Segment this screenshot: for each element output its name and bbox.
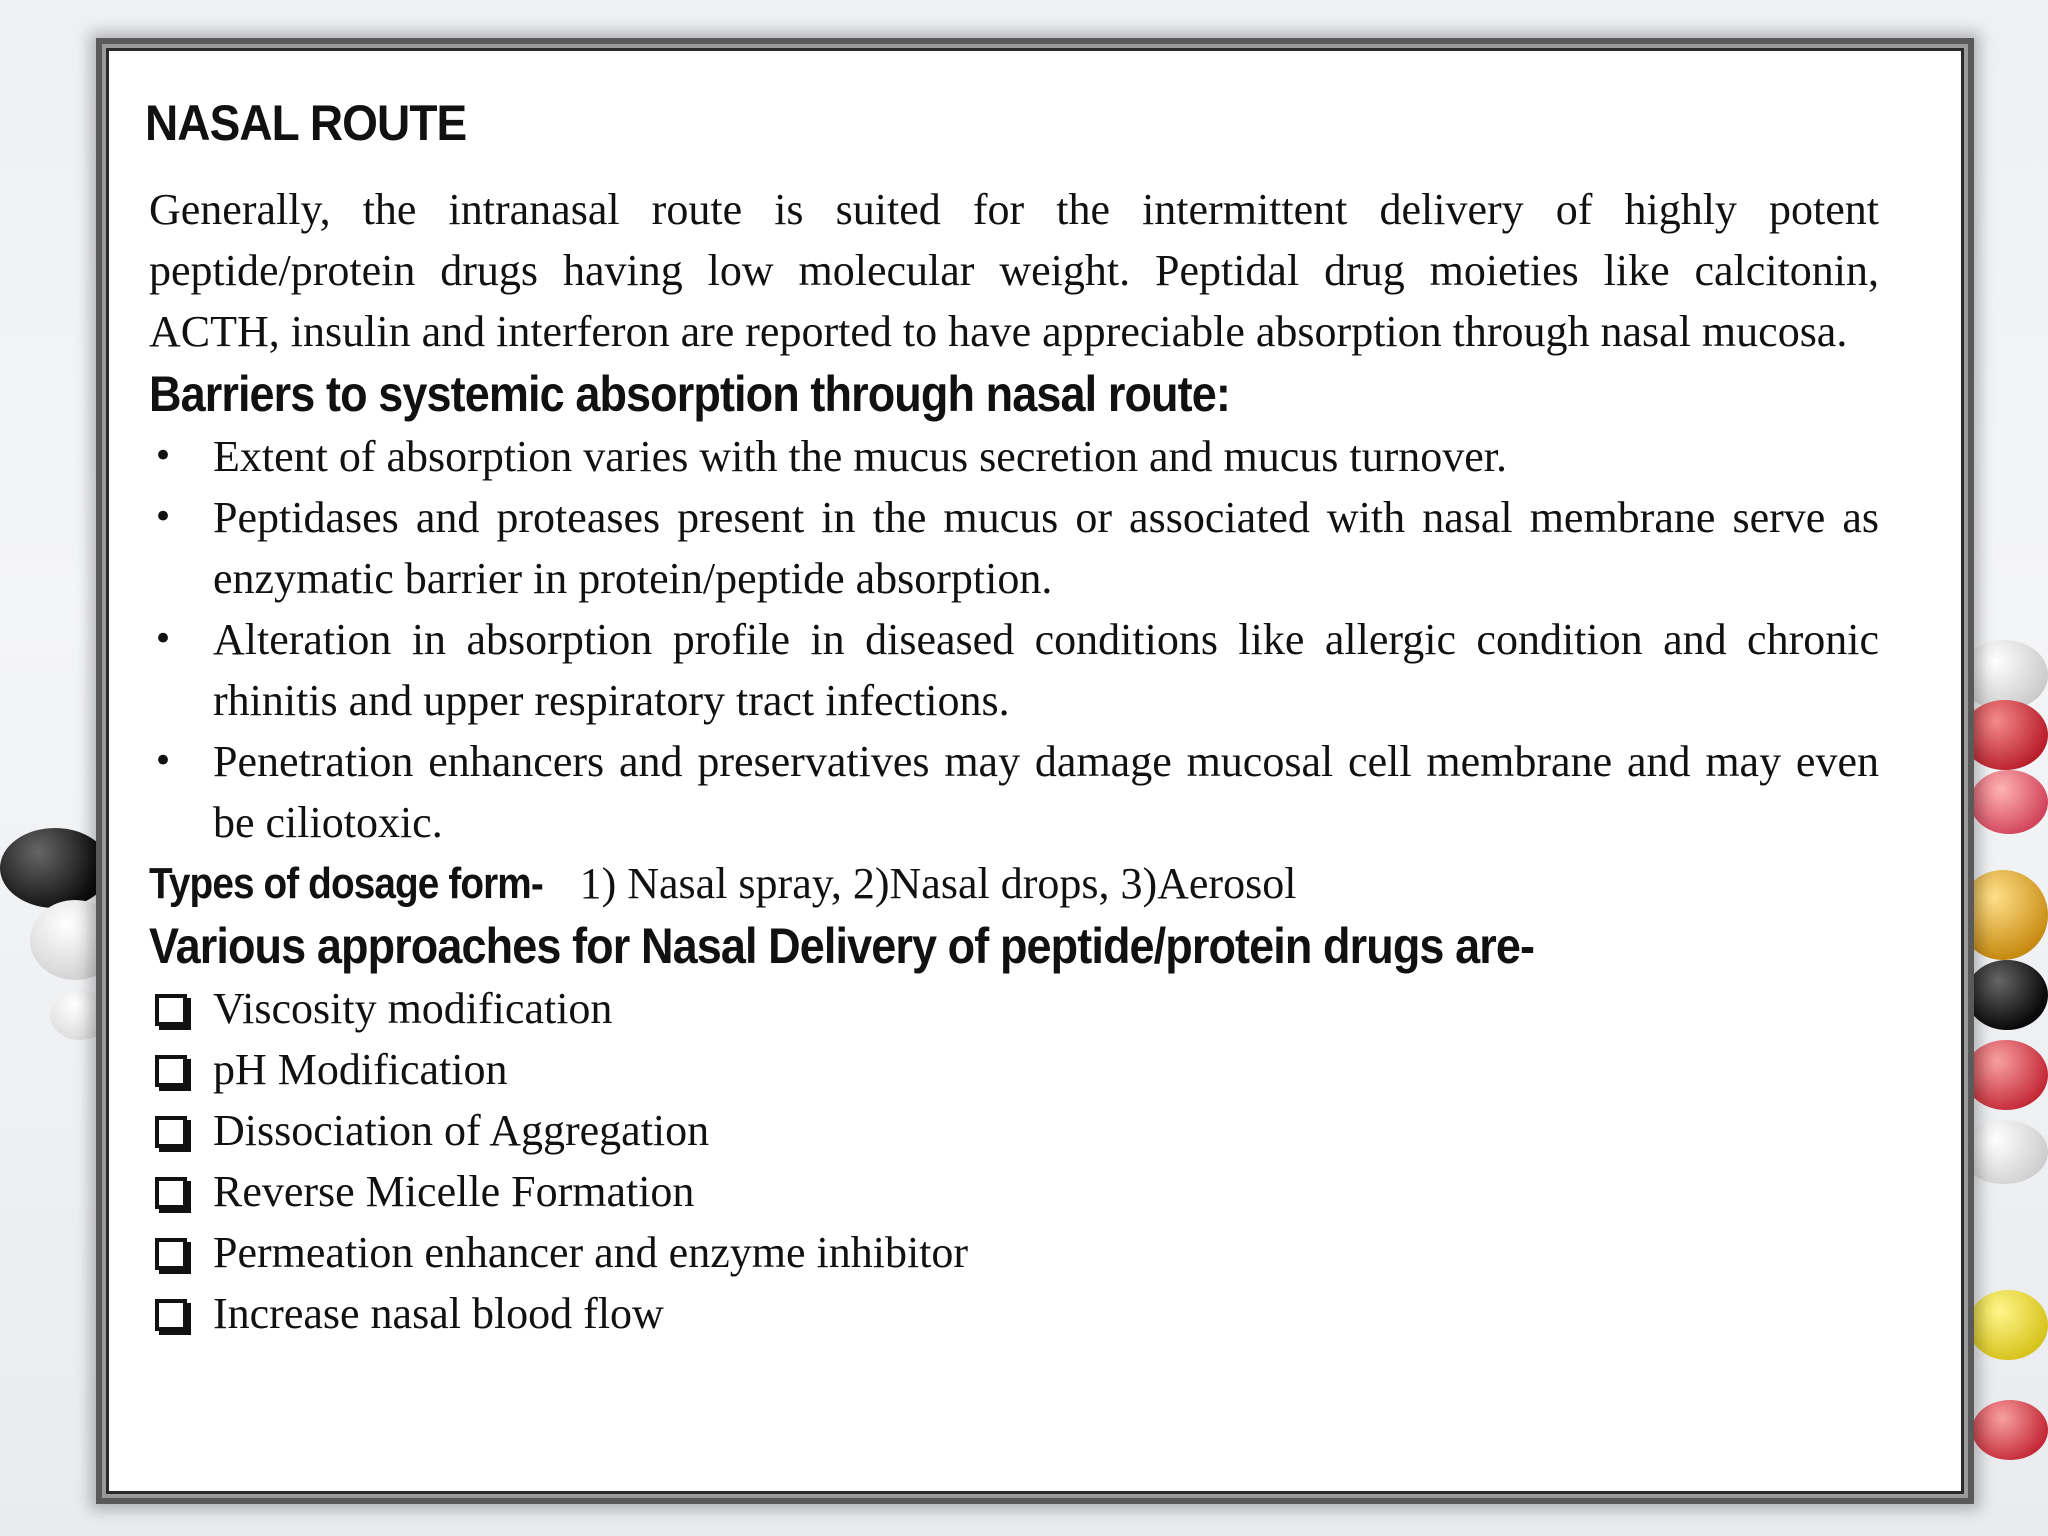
dosage-forms-line <box>149 853 1879 914</box>
list-item <box>149 487 1879 609</box>
pill-red <box>1972 1400 2048 1460</box>
pill-red <box>1962 700 2048 770</box>
bullet-icon: • <box>153 497 174 537</box>
checkbox-square-icon <box>155 1299 187 1331</box>
list-item-text: Permeation enhancer and enzyme inhibitor <box>213 1228 969 1277</box>
slide-title: NASAL ROUTE <box>145 95 467 151</box>
dosage-forms-label: Types of dosage form- <box>149 859 543 908</box>
pill-red <box>1964 1040 2048 1110</box>
barriers-list <box>149 426 1879 853</box>
bullet-icon: • <box>153 619 174 659</box>
checkbox-square-icon <box>155 1177 187 1209</box>
checkbox-square-icon <box>155 1116 187 1148</box>
list-item <box>149 426 1879 487</box>
list-item-text: Penetration enhancers and preservatives may damage mucosal cell membrane and may even be ciliotoxic. <box>213 737 1879 847</box>
pill-black <box>1966 960 2048 1030</box>
pill-pink <box>1970 770 2048 834</box>
slide-panel <box>106 48 1964 1494</box>
dosage-forms-text: 1) Nasal spray, 2)Nasal drops, 3)Aerosol <box>568 859 1297 908</box>
slide-frame-border <box>102 44 1968 1498</box>
list-item <box>149 1161 1879 1222</box>
list-item <box>149 1100 1879 1161</box>
list-item-text: Dissociation of Aggregation <box>213 1106 710 1155</box>
list-item-text: Peptidases and proteases present in the mucus or associated with nasal membrane serve as enzymatic barrier in protein/peptide absorption. <box>213 493 1879 603</box>
list-item-text: Increase nasal blood flow <box>213 1289 664 1338</box>
pill-black <box>0 828 110 908</box>
list-item <box>149 978 1879 1039</box>
checkbox-square-icon <box>155 1238 187 1270</box>
slide-content <box>145 91 1879 1344</box>
approaches-heading: Various approaches for Nasal Delivery of peptide/protein drugs are- <box>149 918 1535 974</box>
list-item-text: pH Modification <box>213 1045 508 1094</box>
list-item <box>149 609 1879 731</box>
pill-yellow <box>1968 1290 2048 1360</box>
list-item-text: Reverse Micelle Formation <box>213 1167 695 1216</box>
list-item-text: Alteration in absorption profile in diseased conditions like allergic condition and chronic rhinitis and upper respiratory tract infections. <box>213 615 1879 725</box>
checkbox-square-icon <box>155 1055 187 1087</box>
bullet-icon: • <box>153 741 174 781</box>
list-item <box>149 731 1879 853</box>
bullet-icon: • <box>153 436 174 476</box>
list-item-text: Extent of absorption varies with the mucus secretion and mucus turnover. <box>213 432 1508 481</box>
list-item <box>149 1039 1879 1100</box>
barriers-heading: Barriers to systemic absorption through nasal route: <box>149 366 1230 422</box>
slide-frame <box>96 38 1974 1504</box>
list-item <box>149 1222 1879 1283</box>
approaches-list <box>149 978 1879 1344</box>
checkbox-square-icon <box>155 994 187 1026</box>
list-item-text: Viscosity modification <box>213 984 613 1033</box>
intro-paragraph: Generally, the intranasal route is suited for the intermittent delivery of highly potent peptide/protein drugs having low molecular weight. Peptidal drug moieties like calcitonin, ACTH, insulin and interferon are reported to have appreciable absorption through nasal mucosa. <box>149 185 1879 356</box>
list-item <box>149 1283 1879 1344</box>
